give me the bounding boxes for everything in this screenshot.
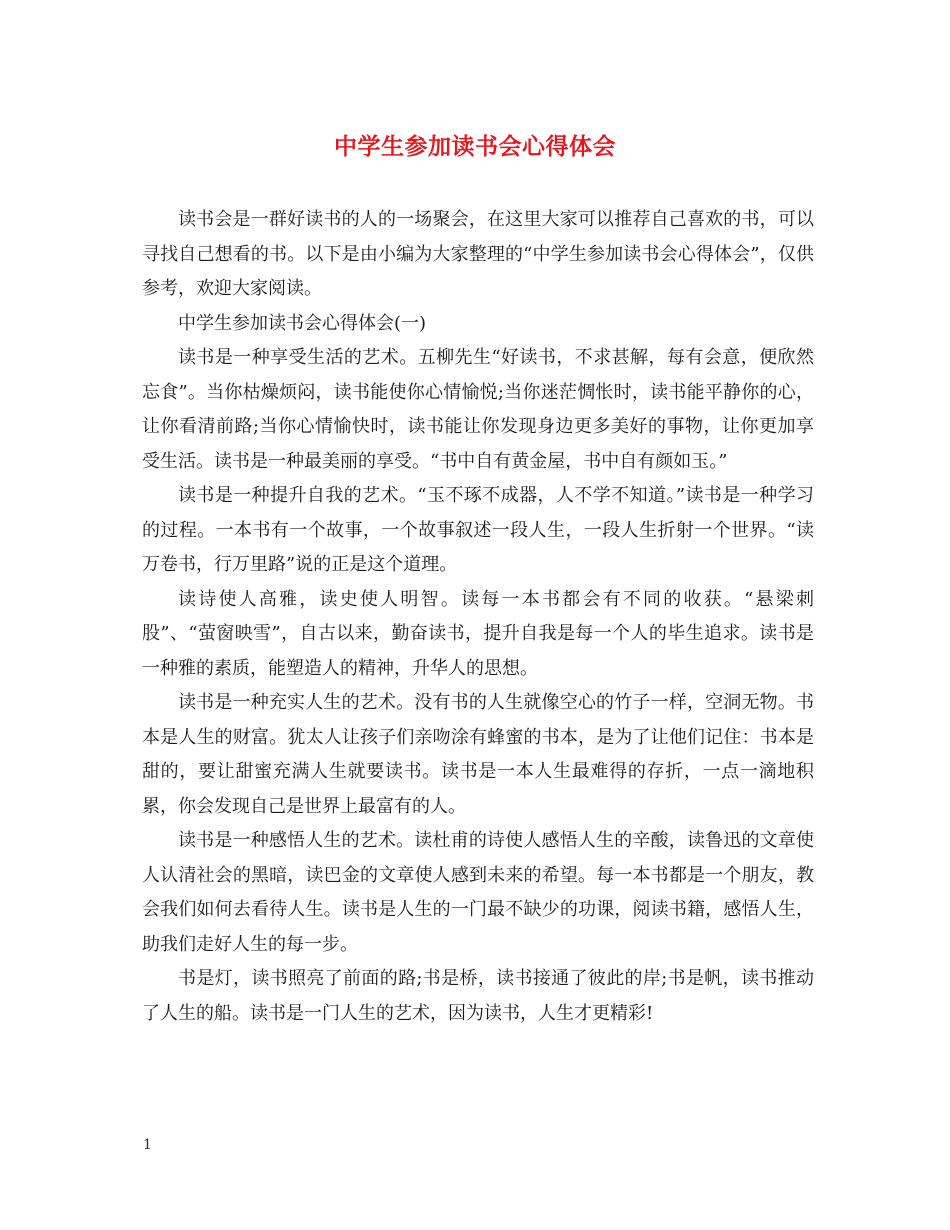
paragraph-intro: 读书会是一群好读书的人的一场聚会，在这里大家可以推荐自己喜欢的书，可以寻找自己想看的书。以下是由小编为大家整理的“中学生参加读书会心得体会”，仅供参考，欢迎大家阅读。 bbox=[142, 209, 814, 299]
page-number: 1 bbox=[143, 1137, 152, 1153]
document-title: 中学生参加读书会心得体会 bbox=[334, 133, 616, 160]
paragraph-understand-life: 读书是一种感悟人生的艺术。读杜甫的诗使人感悟人生的辛酸，读鲁迅的文章使人认清社会的黑暗，读巴金的文章使人感到未来的希望。每一本书都是一个朋友，教会我们如何去看待人生。读书是人生的一门最不缺少的功课，阅读书籍，感悟人生，助我们走好人生的每一步。 bbox=[142, 830, 814, 955]
paragraph-improve-self: 读书是一种提升自我的艺术。“玉不琢不成器，人不学不知道。”读书是一种学习的过程。一本书有一个故事，一个故事叙述一段人生，一段人生折射一个世界。“读万卷书，行万里路”说的正是这个道理。 bbox=[142, 485, 814, 575]
paragraph-enjoy-life: 读书是一种享受生活的艺术。五柳先生“好读书，不求甚解，每有会意，便欣然忘食”。当你枯燥烦闷，读书能使你心情愉悦;当你迷茫惆怅时，读书能平静你的心，让你看清前路;当你心情愉快时，读书能让你发现身边更多美好的事物，让你更加享受生活。读书是一种最美丽的享受。“书中自有黄金屋，书中自有颜如玉。” bbox=[142, 347, 814, 472]
paragraph-conclusion: 书是灯，读书照亮了前面的路;书是桥，读书接通了彼此的岸;书是帆，读书推动了人生的船。读书是一门人生的艺术，因为读书，人生才更精彩! bbox=[142, 968, 814, 1024]
paragraph-enrich-life: 读书是一种充实人生的艺术。没有书的人生就像空心的竹子一样，空洞无物。书本是人生的财富。犹太人让孩子们亲吻涂有蜂蜜的书本，是为了让他们记住：书本是甜的，要让甜蜜充满人生就要读书。读书是一本人生最难得的存折，一点一滴地积累，你会发现自己是世界上最富有的人。 bbox=[142, 692, 814, 817]
document-body bbox=[142, 203, 814, 1031]
paragraph-poetry-history: 读诗使人高雅，读史使人明智。读每一本书都会有不同的收获。“悬梁刺股”、“萤窗映雪”，自古以来，勤奋读书，提升自我是每一个人的毕生追求。读书是一种雅的素质，能塑造人的精神，升华人的思想。 bbox=[142, 588, 814, 679]
paragraph-subheading: 中学生参加读书会心得体会(一) bbox=[178, 312, 427, 334]
